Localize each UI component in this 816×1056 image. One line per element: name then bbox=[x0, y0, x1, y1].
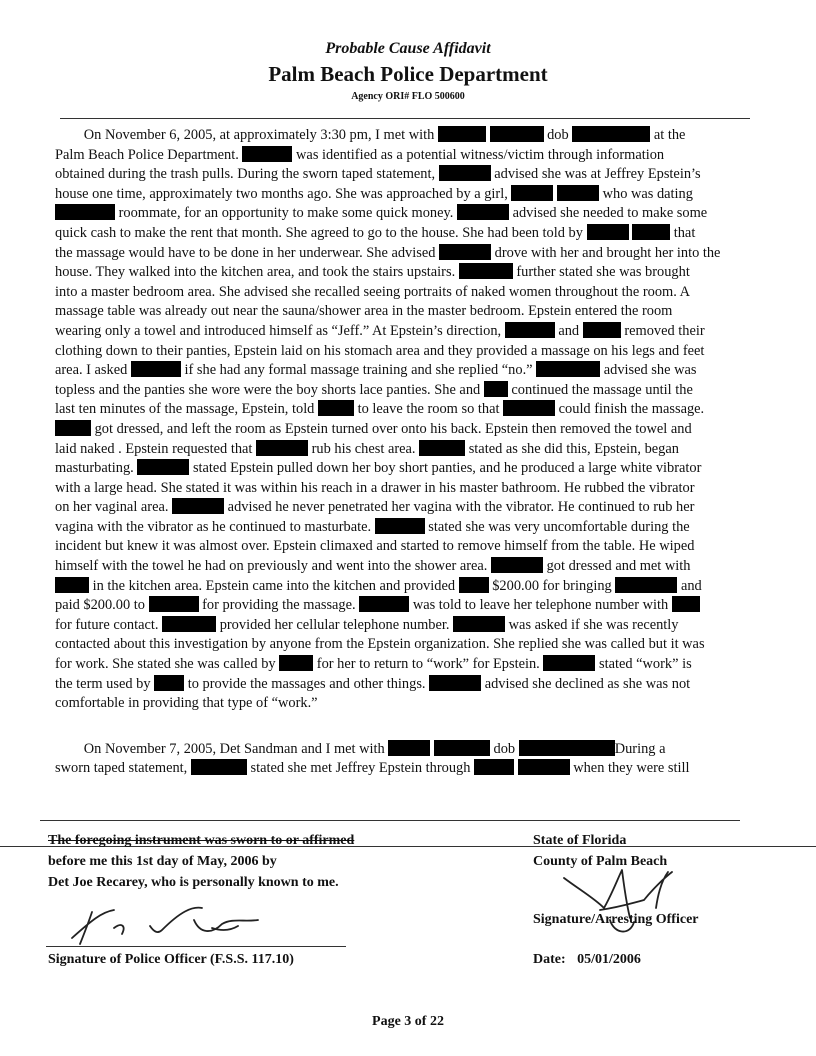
sworn-line-2: before me this 1st day of May, 2006 by bbox=[48, 854, 277, 869]
text-run: and bbox=[554, 322, 583, 339]
text-line bbox=[55, 655, 785, 675]
text-run: advised he never penetrated her vagina with the vibrator. He continued to rub her bbox=[224, 499, 695, 516]
text-run: roommate, for an opportunity to make some quick money. bbox=[115, 205, 457, 222]
redaction-block bbox=[191, 759, 247, 775]
redaction-block bbox=[543, 655, 595, 671]
text-run: stated she met Jeffrey Epstein through bbox=[246, 760, 475, 777]
redaction-block bbox=[137, 459, 189, 475]
text-run: was told to leave her telephone number with bbox=[409, 597, 672, 614]
text-line bbox=[55, 185, 785, 205]
text-line bbox=[55, 302, 785, 322]
text-run: continued the massage until the bbox=[507, 381, 693, 398]
text-run: quick cash to make the rent that month. She agreed to go to the house. She had been told by bbox=[55, 224, 587, 241]
text-line bbox=[55, 244, 785, 264]
redaction-block bbox=[503, 400, 555, 416]
redaction-block bbox=[439, 244, 491, 260]
text-line bbox=[55, 146, 785, 166]
top-rule bbox=[60, 118, 750, 119]
text-run: house. They walked into the kitchen area, and took the stairs upstairs. bbox=[55, 264, 459, 281]
text-run: for her to return to “work” for Epstein. bbox=[313, 656, 544, 673]
text-line bbox=[55, 537, 785, 557]
redaction-block bbox=[256, 440, 308, 456]
text-run: advised she was bbox=[600, 362, 697, 379]
police-signature-label: Signature of Police Officer (F.S.S. 117.10) bbox=[48, 952, 294, 967]
text-line bbox=[55, 440, 785, 460]
text-line bbox=[55, 263, 785, 283]
text-run: on her vaginal area. bbox=[55, 499, 173, 516]
paragraph-nov-6 bbox=[55, 126, 785, 714]
text-run: to provide the massages and other things. bbox=[184, 675, 430, 692]
state-label: State of Florida bbox=[533, 833, 627, 848]
text-line bbox=[55, 675, 785, 695]
redaction-block bbox=[162, 616, 216, 632]
text-run: could finish the massage. bbox=[555, 401, 705, 418]
text-run: for providing the massage. bbox=[198, 597, 360, 614]
text-line bbox=[55, 126, 785, 146]
redaction-block bbox=[279, 655, 313, 671]
arresting-signature-label: Signature/Arresting Officer bbox=[533, 912, 699, 927]
text-line bbox=[55, 342, 785, 362]
text-run: On November 6, 2005, at approximately 3:30 pm, I met with bbox=[55, 127, 438, 143]
text-run: and bbox=[677, 577, 702, 594]
text-run: was identified as a potential witness/victim through information bbox=[292, 146, 665, 163]
text-line bbox=[55, 204, 785, 224]
redaction-block bbox=[484, 381, 508, 397]
redaction-block bbox=[154, 675, 184, 691]
text-run: topless and the panties she wore were the boy shorts lace panties. She and bbox=[55, 381, 484, 398]
redaction-block bbox=[459, 263, 513, 279]
redaction-block bbox=[518, 759, 570, 775]
document-title: Probable Cause Affidavit bbox=[325, 40, 491, 57]
text-run: stated she was very uncomfortable during the bbox=[424, 518, 690, 535]
arresting-officer-signature bbox=[560, 864, 690, 940]
redaction-block bbox=[434, 740, 490, 756]
redaction-block bbox=[505, 322, 555, 338]
text-line bbox=[55, 479, 785, 499]
date-value: 05/01/2006 bbox=[577, 952, 641, 967]
redaction-block bbox=[474, 759, 514, 775]
county-label: County of Palm Beach bbox=[533, 854, 668, 869]
redaction-block bbox=[359, 596, 409, 612]
redaction-block bbox=[491, 557, 543, 573]
text-line bbox=[55, 165, 785, 185]
text-run: got dressed and met with bbox=[543, 558, 691, 575]
sworn-line-3: Det Joe Recarey, who is personally known to me. bbox=[48, 875, 339, 890]
redaction-block bbox=[536, 361, 600, 377]
text-line bbox=[55, 518, 785, 538]
text-line bbox=[55, 577, 785, 597]
text-run: stated “work” is bbox=[595, 656, 692, 673]
police-officer-signature bbox=[62, 900, 282, 950]
text-line bbox=[55, 616, 785, 636]
text-run: himself with the towel he had on previously and went into the shower area. bbox=[55, 558, 492, 575]
text-run: laid naked . Epstein requested that bbox=[55, 440, 257, 457]
redaction-block bbox=[511, 185, 553, 201]
text-run: for future contact. bbox=[55, 616, 163, 633]
redaction-block bbox=[242, 146, 292, 162]
redaction-block bbox=[572, 126, 650, 142]
text-run: masturbating. bbox=[55, 460, 138, 477]
sworn-line-1: The foregoing instrument was sworn to or affirmed bbox=[48, 833, 355, 848]
redaction-block bbox=[172, 498, 224, 514]
text-run: if she had any formal massage training and she replied “no.” bbox=[180, 362, 537, 379]
redaction-block bbox=[457, 204, 509, 220]
text-run: paid $200.00 to bbox=[55, 597, 149, 614]
department-name: Palm Beach Police Department bbox=[268, 62, 548, 86]
redaction-block bbox=[419, 440, 465, 456]
text-run: further stated she was brought bbox=[512, 264, 690, 281]
text-line bbox=[55, 635, 785, 655]
redaction-block bbox=[490, 126, 544, 142]
redaction-block bbox=[672, 596, 700, 612]
text-run: dob bbox=[489, 740, 519, 757]
text-run: into a master bedroom area. She advised she recalled seeing portraits of naked women throughout the room. A bbox=[55, 283, 691, 300]
sworn-statement bbox=[48, 830, 354, 893]
bottom-rule bbox=[40, 820, 740, 821]
text-line bbox=[55, 459, 785, 479]
text-run: vagina with the vibrator as he continued to masturbate. bbox=[55, 518, 375, 535]
date-label: Date: bbox=[533, 952, 566, 967]
text-run: when they were still bbox=[569, 760, 690, 777]
text-run: the massage would have to be done in her underwear. She advised bbox=[55, 244, 440, 261]
text-run: to leave the room so that bbox=[353, 401, 504, 418]
text-line bbox=[55, 740, 785, 760]
text-run: comfortable in providing that type of “work.” bbox=[55, 695, 318, 712]
text-run: obtained during the trash pulls. During the sworn taped statement, bbox=[55, 166, 439, 183]
redaction-block bbox=[583, 322, 621, 338]
redaction-block bbox=[632, 224, 670, 240]
police-signature-line bbox=[46, 946, 346, 947]
text-run: in the kitchen area. Epstein came into the kitchen and provided bbox=[89, 577, 459, 594]
text-line bbox=[55, 400, 785, 420]
text-run: at the bbox=[650, 127, 686, 143]
text-run: incident but knew it was almost over. Epstein climaxed and started to remove himself from the table. He wiped bbox=[55, 538, 695, 555]
redaction-block bbox=[615, 577, 677, 593]
text-line bbox=[55, 361, 785, 381]
redaction-block bbox=[459, 577, 489, 593]
text-run: drove with her and brought her into the bbox=[491, 244, 721, 261]
text-run: massage table was already out near the sauna/shower area in the master bedroom. Epstein entered the room bbox=[55, 303, 673, 320]
text-run: the term used by bbox=[55, 675, 155, 692]
text-run: Palm Beach Police Department. bbox=[55, 146, 243, 163]
text-run: advised she needed to make some bbox=[508, 205, 708, 222]
text-run: last ten minutes of the massage, Epstein, told bbox=[55, 401, 318, 418]
text-run: provided her cellular telephone number. bbox=[216, 616, 454, 633]
text-run: rub his chest area. bbox=[308, 440, 420, 457]
redaction-block bbox=[388, 740, 430, 756]
text-run: sworn taped statement, bbox=[55, 760, 191, 777]
date-field bbox=[533, 952, 641, 968]
redaction-block bbox=[453, 616, 505, 632]
text-line bbox=[55, 381, 785, 401]
text-run: advised she declined as she was not bbox=[481, 675, 691, 692]
text-run: that bbox=[670, 224, 696, 241]
narrative-body bbox=[55, 126, 785, 779]
text-run: wearing only a towel and introduced himself as “Jeff.” At Epstein’s direction, bbox=[55, 322, 505, 339]
paragraph-spacer bbox=[55, 714, 785, 740]
redaction-block bbox=[318, 400, 354, 416]
text-run: stated as she did this, Epstein, began bbox=[465, 440, 679, 457]
text-run: was asked if she was recently bbox=[505, 616, 679, 633]
redaction-block bbox=[375, 518, 425, 534]
text-run: for work. She stated she was called by bbox=[55, 656, 280, 673]
text-run: During a bbox=[614, 740, 666, 757]
text-run: clothing down to their panties, Epstein laid on his stomach area and they provided a massage on his legs and feet bbox=[55, 342, 705, 359]
redaction-block bbox=[519, 740, 615, 756]
text-run: got dressed, and left the room as Epstein turned over onto his back. Epstein then removed the towel and bbox=[91, 420, 692, 437]
text-run: $200.00 for bringing bbox=[488, 577, 616, 594]
text-run: who was dating bbox=[599, 185, 693, 202]
redaction-block bbox=[429, 675, 481, 691]
text-line bbox=[55, 420, 785, 440]
text-run: advised she was at Jeffrey Epstein’s bbox=[490, 166, 701, 183]
text-line bbox=[55, 557, 785, 577]
text-line bbox=[55, 759, 785, 779]
redaction-block bbox=[55, 577, 89, 593]
text-line bbox=[55, 224, 785, 244]
text-line bbox=[55, 596, 785, 616]
text-run: with a large head. She stated it was within his reach in a drawer in his master bathroom. He rubbed the vibrator bbox=[55, 479, 695, 496]
redaction-block bbox=[131, 361, 181, 377]
text-run: On November 7, 2005, Det Sandman and I met with bbox=[55, 740, 389, 757]
redaction-block bbox=[149, 596, 199, 612]
text-run: removed their bbox=[620, 322, 705, 339]
redaction-block bbox=[587, 224, 629, 240]
text-run: stated Epstein pulled down her boy short panties, and he produced a large white vibrator bbox=[189, 460, 702, 477]
redaction-block bbox=[55, 204, 115, 220]
text-run: house one time, approximately two months ago. She was approached by a girl, bbox=[55, 185, 512, 202]
text-line bbox=[55, 694, 785, 714]
text-run: contacted about this investigation by anyone from the Epstein organization. She replied she was called but it was bbox=[55, 636, 705, 653]
text-run: dob bbox=[543, 127, 573, 143]
page-number: Page 3 of 22 bbox=[372, 1014, 444, 1029]
redaction-block bbox=[438, 126, 486, 142]
redaction-block bbox=[439, 165, 491, 181]
paragraph-nov-7 bbox=[55, 740, 785, 779]
text-line bbox=[55, 322, 785, 342]
redaction-block bbox=[55, 420, 91, 436]
text-run: area. I asked bbox=[55, 362, 131, 379]
redaction-block bbox=[557, 185, 599, 201]
text-line bbox=[55, 283, 785, 303]
text-line bbox=[55, 498, 785, 518]
agency-ori: Agency ORI# FLO 500600 bbox=[351, 91, 465, 102]
